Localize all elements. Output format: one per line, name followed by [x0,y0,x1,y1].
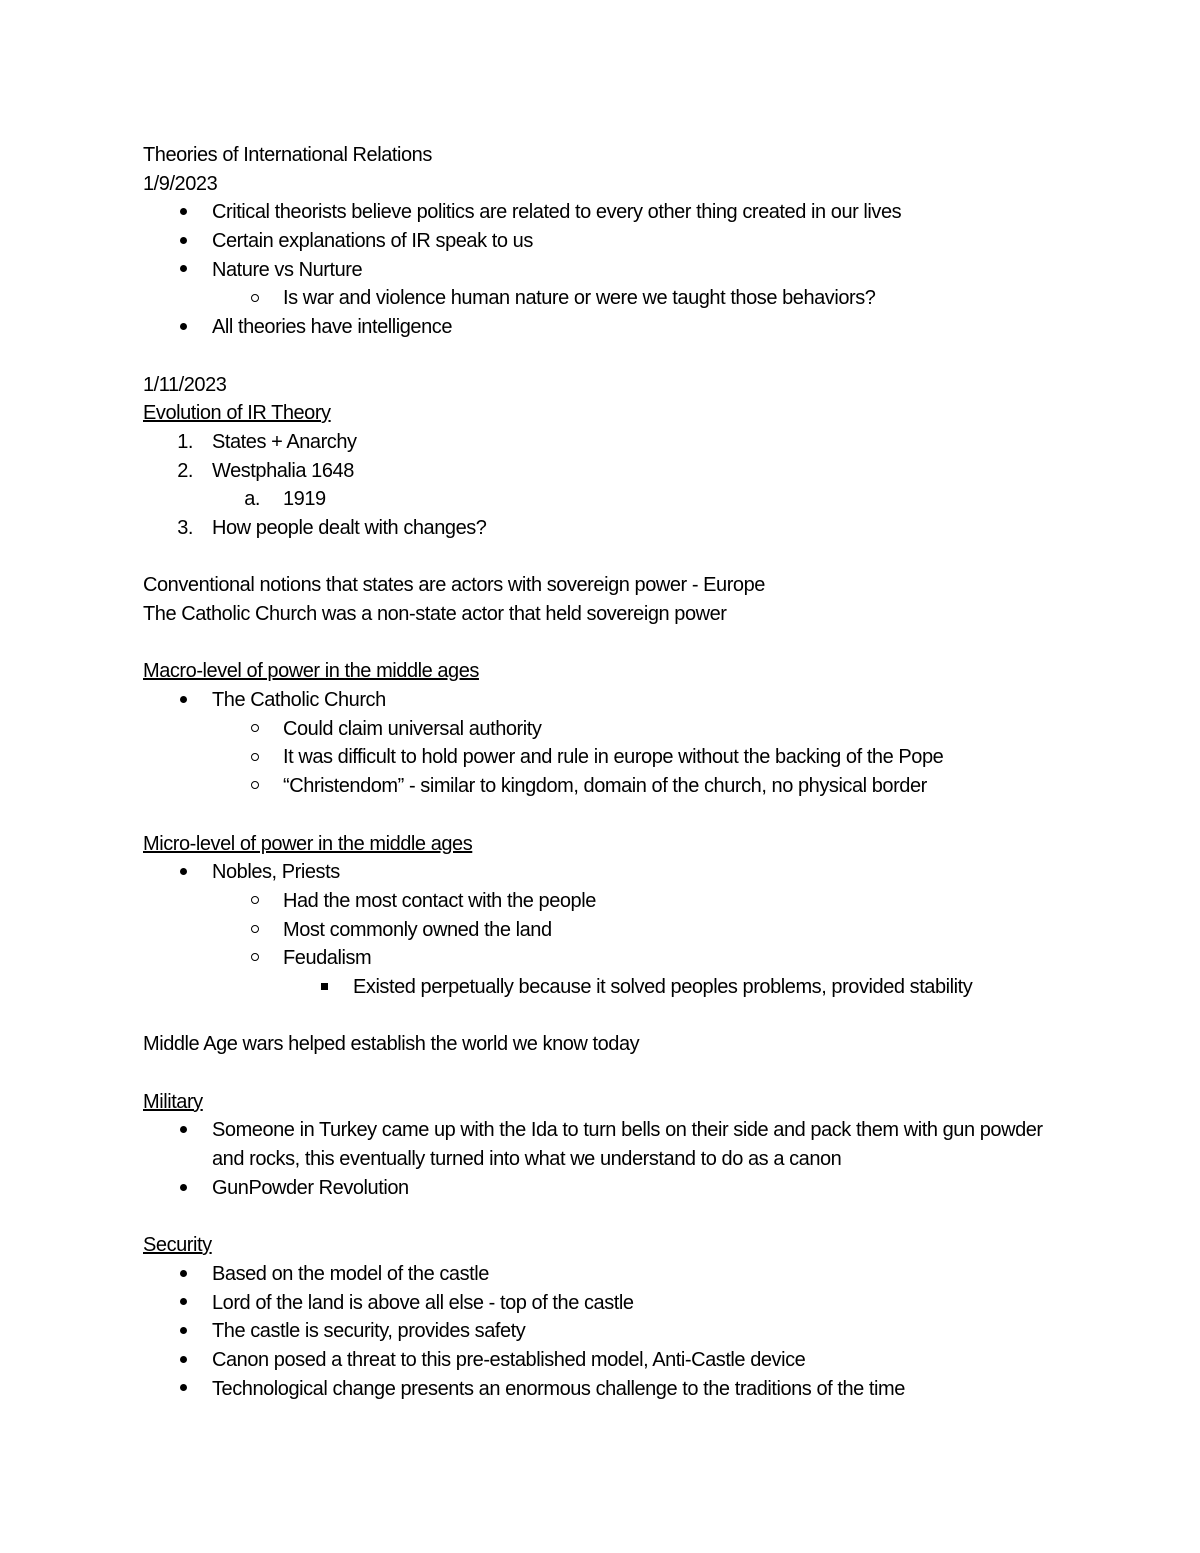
paragraph: The Catholic Church was a non-state actor that held sovereign power [143,603,727,625]
list-item: “Christendom” - similar to kingdom, domain of the church, no physical border [143,772,1200,801]
bullet-icon [168,686,198,715]
list-item: Certain explanations of IR speak to us [143,227,1200,256]
bullet-icon [168,1174,198,1203]
list-item: a. 1919 [244,488,326,511]
list-item: GunPowder Revolution [143,1174,1200,1203]
list-item: The Catholic Church [143,686,1200,715]
circle-bullet-icon [240,715,270,744]
bullet-icon [168,198,198,227]
section-heading: Military [143,1090,203,1113]
section-heading: Micro-level of power in the middle ages [143,832,473,855]
bullet-icon [168,1116,198,1145]
list-item: Existed perpetually because it solved peoples problems, provided stability [143,973,1200,1002]
paragraph: Middle Age wars helped establish the world we know today [143,1033,640,1056]
list-item: Canon posed a threat to this pre-established model, Anti-Castle device [143,1346,1200,1375]
paragraph: Conventional notions that states are actors with sovereign power - Europe [143,574,765,597]
list-item: Feudalism [143,944,1200,973]
list-item: It was difficult to hold power and rule in europe without the backing of the Pope [143,743,1200,772]
circle-bullet-icon [240,743,270,772]
section-heading: Security [143,1234,212,1257]
bullet-icon [168,227,198,256]
list-item: 2. Westphalia 1648 [177,459,354,482]
list-item: All theories have intelligence [143,313,1200,342]
list-item: Lord of the land is above all else - top of the castle [143,1289,1200,1318]
circle-bullet-icon [240,944,270,973]
list-item: 1. States + Anarchy [177,430,357,453]
bullet-icon [168,1346,198,1375]
list-item: Based on the model of the castle [143,1260,1200,1289]
list-item: Someone in Turkey came up with the Ida to turn bells on their side and pack them with gun powder and rocks, this eventually turned into what we understand to do as a canon [143,1116,1072,1173]
bullet-icon [168,1375,198,1404]
list-item: Most commonly owned the land [143,916,1200,945]
circle-bullet-icon [240,887,270,916]
document-title: Theories of International Relations [143,144,432,166]
bullet-icon [168,313,198,342]
square-bullet-icon [309,973,339,1002]
list-item: Technological change presents an enormous challenge to the traditions of the time [143,1375,1200,1404]
list-item: Critical theorists believe politics are related to every other thing created in our lives [143,198,1200,227]
section-heading: Evolution of IR Theory [143,402,331,425]
list-item: Could claim universal authority [143,715,1200,744]
date-2: 1/11/2023 [143,373,227,396]
section-heading: Macro-level of power in the middle ages [143,660,479,683]
bullet-icon [168,858,198,887]
bullet-icon [168,1317,198,1346]
circle-bullet-icon [240,916,270,945]
bullet-icon [168,1260,198,1289]
list-item: Nature vs Nurture [143,256,1200,285]
list-item: 3. How people dealt with changes? [177,516,487,539]
list-item: Is war and violence human nature or were we taught those behaviors? [143,284,1200,313]
circle-bullet-icon [240,772,270,801]
list-item: Had the most contact with the people [143,887,1200,916]
circle-bullet-icon [240,284,270,313]
date-1: 1/9/2023 [143,172,218,195]
list-item: Nobles, Priests [143,858,1200,887]
bullet-icon [168,1289,198,1318]
list-item: The castle is security, provides safety [143,1317,1200,1346]
bullet-icon [168,256,198,285]
